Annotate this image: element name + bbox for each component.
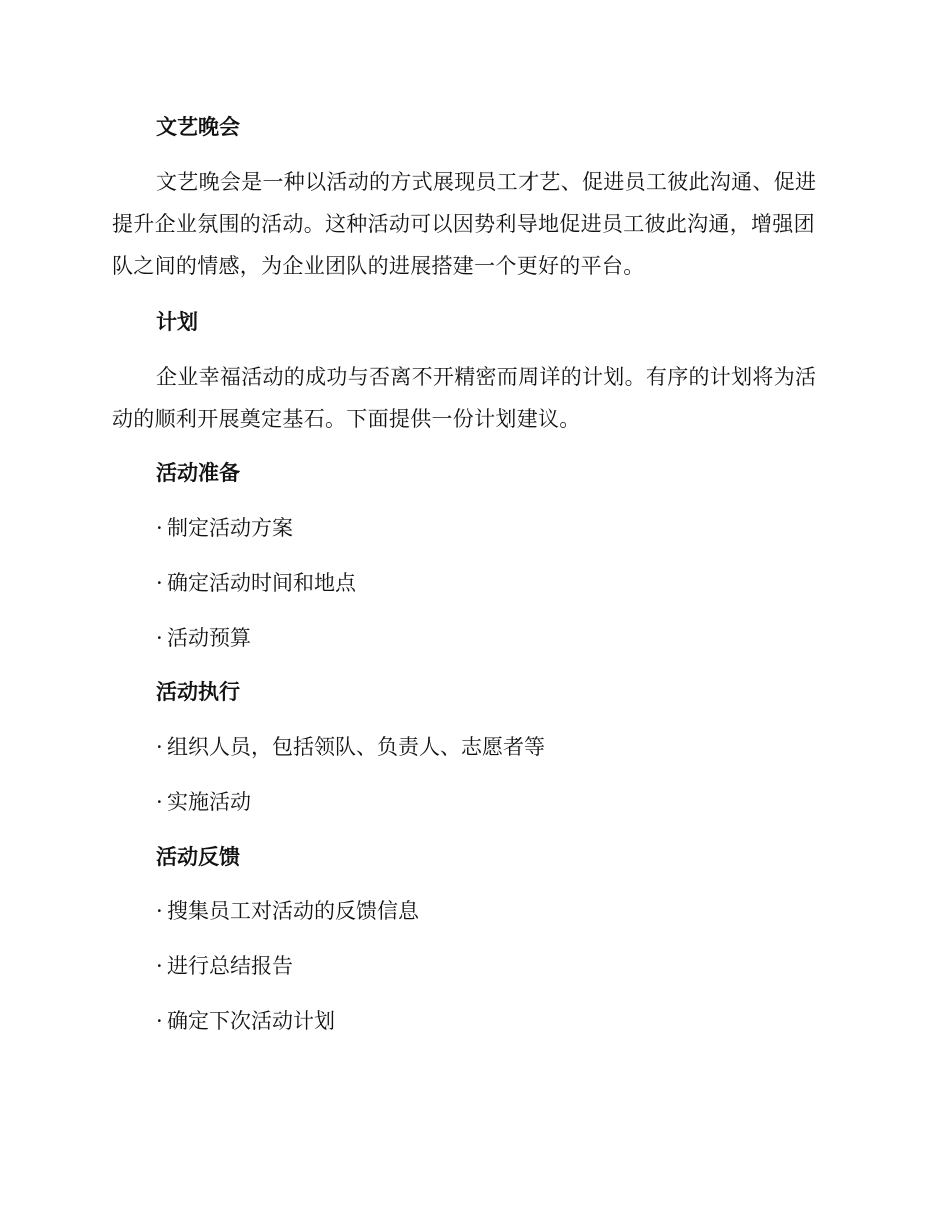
bullet-icon: ·: [156, 735, 163, 759]
list-item: [156, 624, 251, 652]
list-item: [156, 569, 356, 597]
bullet-icon: ·: [156, 899, 163, 923]
list-item: [156, 733, 545, 761]
bullet-icon: ·: [156, 954, 163, 978]
list-item: [156, 897, 419, 925]
section-heading-preparation: 活动准备: [156, 461, 240, 485]
section-heading-execution: 活动执行: [156, 680, 240, 704]
list-item-text: 实施活动: [167, 790, 251, 814]
bullet-icon: ·: [156, 1009, 163, 1033]
bullet-icon: ·: [156, 571, 163, 595]
section-paragraph-evening-gala: 文艺晚会是一种以活动的方式展现员工才艺、促进员工彼此沟通、促进提升企业氛围的活动。这种活动可以因势利导地促进员工彼此沟通，增强团队之间的情感，为企业团队的进展搭建一个更好的平台。: [112, 170, 817, 278]
bullet-icon: ·: [156, 516, 163, 540]
list-item-text: 活动预算: [167, 626, 251, 650]
section-heading-plan: 计划: [156, 310, 198, 334]
list-item-text: 搜集员工对活动的反馈信息: [167, 899, 419, 923]
bullet-icon: ·: [156, 626, 163, 650]
section-heading-feedback: 活动反馈: [156, 845, 240, 869]
list-item-text: 制定活动方案: [167, 516, 293, 540]
list-item: [156, 1007, 335, 1035]
list-item-text: 确定下次活动计划: [167, 1009, 335, 1033]
list-item-text: 进行总结报告: [167, 954, 293, 978]
list-item: [156, 514, 293, 542]
section-paragraph-plan: 企业幸福活动的成功与否离不开精密而周详的计划。有序的计划将为活动的顺利开展奠定基石。下面提供一份计划建议。: [112, 365, 817, 431]
bullet-icon: ·: [156, 790, 163, 814]
section-heading-evening-gala: 文艺晚会: [156, 115, 240, 139]
list-item-text: 确定活动时间和地点: [167, 571, 356, 595]
list-item: [156, 788, 251, 816]
list-item: [156, 952, 293, 980]
list-item-text: 组织人员，包括领队、负责人、志愿者等: [167, 735, 545, 759]
